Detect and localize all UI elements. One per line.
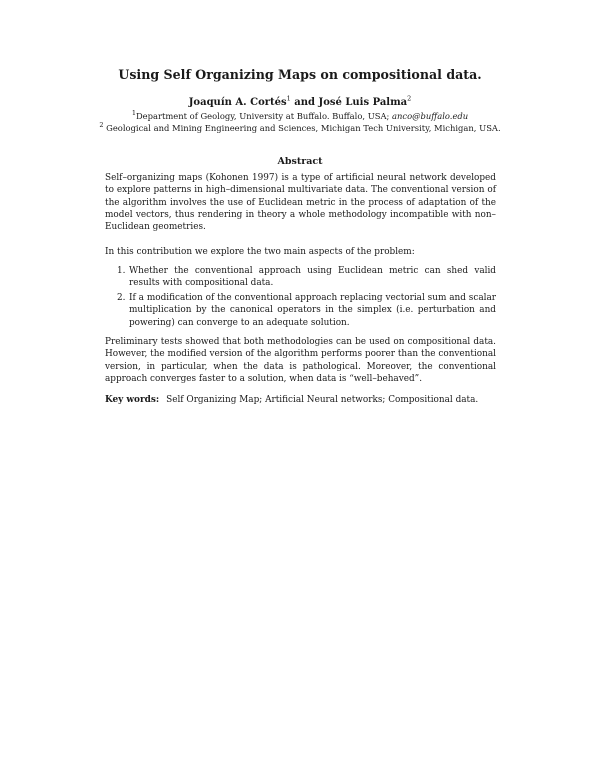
author-affiliation-mark: 2	[407, 94, 412, 103]
list-item-text: Whether the conventional approach using Euclidean metric can shed valid results with compositional data.	[129, 266, 496, 289]
author-name: José Luis Palma	[318, 97, 408, 108]
list-item-number: 2.	[117, 293, 126, 303]
author-line	[0, 94, 600, 108]
affiliation-2	[0, 123, 600, 133]
keywords-text: Self Organizing Map; Artificial Neural networks; Compositional data.	[166, 395, 479, 405]
paper-title: Using Self Organizing Maps on compositional data.	[118, 67, 482, 82]
keywords-line	[105, 394, 496, 406]
keywords-label: Key words:	[105, 395, 160, 405]
author-joiner: and	[294, 97, 315, 108]
affiliation-mark: 1	[131, 109, 136, 118]
author-affiliation-mark: 1	[286, 94, 291, 103]
list-item-text: If a modification of the conventional approach replacing vectorial sum and scalar multiplication by the canonical operators in the simplex (i.e. perturbation and powering) can converge to an adequate solution.	[129, 293, 496, 328]
abstract-heading: Abstract	[277, 156, 323, 167]
abstract-paragraph: Self–organizing maps (Kohonen 1997) is a type of artificial neural network developed to explore patterns in high–dimensional multivariate data. The conventional version of the algorithm involves the use of Euclidean metric in the process of adaptation of the model vectors, thus rendering in theory a whole methodology incompatible with non–Euclidean geometries.	[105, 173, 496, 233]
closing-paragraph: Preliminary tests showed that both methodologies can be used on compositional data. However, the modified version of the algorithm performs poorer than the conventional version, in particular, when the data is pathological. Moreover, the conventional approach converges faster to a solution, when data is “well–behaved”.	[105, 337, 496, 384]
affiliation-mark: 2	[99, 121, 104, 130]
author-email: anco@buffalo.edu	[392, 111, 469, 121]
author-name: Joaquín A. Cortés	[188, 97, 287, 108]
affiliation-text: Department of Geology, University at Buffalo. Buffalo, USA;	[135, 111, 393, 121]
affiliation-text: Geological and Mining Engineering and Sciences, Michigan Tech University, Michigan, USA.	[106, 123, 501, 133]
list-item-number: 1.	[117, 266, 126, 276]
abstract-paragraph: In this contribution we explore the two main aspects of the problem:	[105, 247, 415, 257]
affiliation-1	[0, 111, 600, 121]
